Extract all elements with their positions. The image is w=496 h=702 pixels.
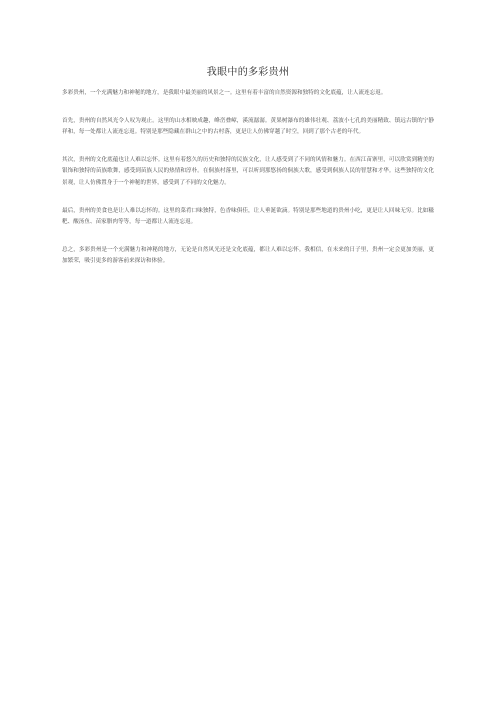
paragraph-culture: 其次，贵州的文化底蕴也让人难以忘怀。这里有着悠久的历史和独特的民族文化，让人感受到了不同的风情和魅力。在西江苗寨里，可以欣赏到精美的银饰和独特的苗族歌舞，感受到苗族人民的热情和淳朴。在侗族村落里，可以听到那悠扬的侗族大歌，感受到侗族人民的智慧和才华。这些独特的文化景观，让人仿佛置身于一个神秘的世界，感受到了不同的文化魅力。 [62,156,434,186]
document-title: 我眼中的多彩贵州 [206,67,290,78]
document-body [62,88,434,284]
paragraph-nature: 首先，贵州的自然风光令人叹为观止。这里的山水相映成趣，峰峦叠嶂，溪流潺潺。黄果树瀑布的雄伟壮观、荔波小七孔的美丽精致、镇远古镇的宁静祥和，每一处都让人流连忘返。特别是那些隐藏在群山之中的古村落，更是让人仿佛穿越了时空，回到了那个古老的年代。 [62,117,434,136]
paragraph-conclusion: 总之，多彩贵州是一个充满魅力和神秘的地方，无论是自然风光还是文化底蕴，都让人难以忘怀。我相信，在未来的日子里，贵州一定会更加美丽，更加繁荣，吸引更多的游客前来探访和体验。 [62,246,434,265]
paragraph-intro: 多彩贵州，一个充满魅力和神秘的地方，是我眼中最美丽的风景之一。这里有着丰富的自然资源和独特的文化底蕴，让人流连忘返。 [62,90,387,96]
paragraph-food: 最后，贵州的美食也是让人难以忘怀的。这里的菜肴口味独特，色香味俱佳，让人垂涎欲滴。特别是那些地道的贵州小吃，更是让人回味无穷。比如糍粑、酸汤鱼、苗家腊肉等等，每一道都让人流连忘返。 [62,207,434,226]
